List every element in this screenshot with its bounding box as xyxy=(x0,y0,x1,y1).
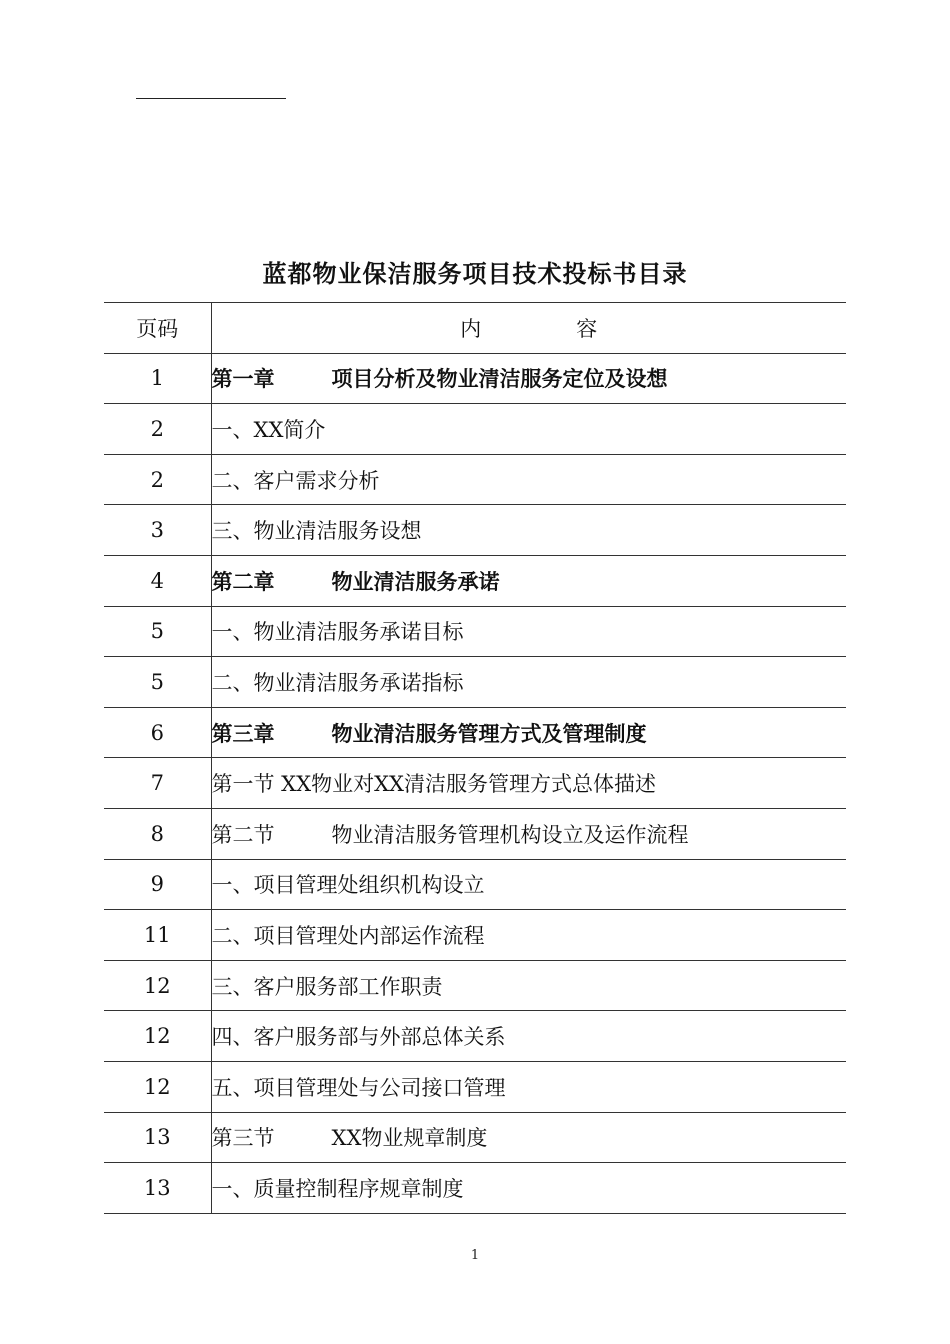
toc-entry-section[interactable] xyxy=(211,1112,846,1163)
section-title: 物业清洁服务管理机构设立及运作流程 xyxy=(331,822,689,847)
toc-entry-item[interactable]: 一、质量控制程序规章制度 xyxy=(211,1163,846,1214)
section-number: 第三节 xyxy=(211,1126,275,1151)
toc-row[interactable] xyxy=(104,960,846,1011)
toc-row-section[interactable] xyxy=(104,1112,846,1163)
toc-row-chapter-3[interactable] xyxy=(104,707,846,758)
toc-row[interactable] xyxy=(104,1061,846,1112)
toc-row[interactable] xyxy=(104,505,846,556)
toc-row[interactable] xyxy=(104,606,846,657)
toc-row[interactable] xyxy=(104,454,846,505)
toc-page-number: 9 xyxy=(104,859,211,910)
table-header-row xyxy=(104,303,846,354)
toc-entry-section[interactable]: 第一节 XX物业对XX清洁服务管理方式总体描述 xyxy=(211,758,846,809)
toc-page-number: 6 xyxy=(104,707,211,758)
toc-row-section[interactable] xyxy=(104,758,846,809)
toc-entry-item[interactable]: 五、项目管理处与公司接口管理 xyxy=(211,1061,846,1112)
header-page-number: 页码 xyxy=(104,303,211,354)
toc-page-number: 1 xyxy=(104,353,211,404)
toc-entry-chapter[interactable] xyxy=(211,555,846,606)
toc-row-chapter-1[interactable] xyxy=(104,353,846,404)
toc-entry-item[interactable]: 二、物业清洁服务承诺指标 xyxy=(211,657,846,708)
toc-entry-item[interactable]: 四、客户服务部与外部总体关系 xyxy=(211,1011,846,1062)
toc-page-number: 3 xyxy=(104,505,211,556)
toc-entry-item[interactable]: 三、物业清洁服务设想 xyxy=(211,505,846,556)
page-footer-number: 1 xyxy=(470,1248,480,1263)
toc-entry-section[interactable] xyxy=(211,808,846,859)
header-content-right: 容 xyxy=(576,316,598,341)
toc-page-number: 2 xyxy=(104,404,211,455)
toc-row[interactable] xyxy=(104,859,846,910)
chapter-title: 物业清洁服务管理方式及管理制度 xyxy=(331,721,647,746)
section-number: 第二节 xyxy=(211,822,275,847)
toc-page-number: 5 xyxy=(104,657,211,708)
toc-page-number: 11 xyxy=(104,910,211,961)
toc-entry-item[interactable]: 二、客户需求分析 xyxy=(211,454,846,505)
chapter-title: 物业清洁服务承诺 xyxy=(331,569,500,594)
toc-page-number: 12 xyxy=(104,960,211,1011)
toc-row[interactable] xyxy=(104,404,846,455)
header-content-left: 内 xyxy=(460,316,482,341)
toc-row[interactable] xyxy=(104,1011,846,1062)
toc-row[interactable] xyxy=(104,657,846,708)
header-content xyxy=(211,303,846,354)
toc-page-number: 8 xyxy=(104,808,211,859)
toc-entry-item[interactable]: 一、物业清洁服务承诺目标 xyxy=(211,606,846,657)
toc-row[interactable] xyxy=(104,1163,846,1214)
toc-entry-chapter[interactable] xyxy=(211,707,846,758)
toc-entry-item[interactable]: 二、项目管理处内部运作流程 xyxy=(211,910,846,961)
toc-page-number: 12 xyxy=(104,1011,211,1062)
page-title: 蓝都物业保洁服务项目技术投标书目录 xyxy=(262,260,688,288)
toc-entry-item[interactable]: 一、项目管理处组织机构设立 xyxy=(211,859,846,910)
chapter-title: 项目分析及物业清洁服务定位及设想 xyxy=(331,367,668,392)
toc-page-number: 13 xyxy=(104,1112,211,1163)
section-title: XX物业规章制度 xyxy=(331,1126,488,1151)
chapter-number: 第一章 xyxy=(211,367,275,392)
toc-page-number: 13 xyxy=(104,1163,211,1214)
toc-page-number: 5 xyxy=(104,606,211,657)
chapter-number: 第三章 xyxy=(211,721,275,746)
toc-page-number: 7 xyxy=(104,758,211,809)
toc-entry-chapter[interactable] xyxy=(211,353,846,404)
toc-page-number: 4 xyxy=(104,555,211,606)
toc-table xyxy=(104,302,846,1214)
toc-row[interactable] xyxy=(104,910,846,961)
toc-entry-item[interactable]: 一、XX简介 xyxy=(211,404,846,455)
toc-entry-item[interactable]: 三、客户服务部工作职责 xyxy=(211,960,846,1011)
header-rule xyxy=(136,98,286,99)
toc-row-section[interactable] xyxy=(104,808,846,859)
toc-row-chapter-2[interactable] xyxy=(104,555,846,606)
toc-page-number: 12 xyxy=(104,1061,211,1112)
toc-page-number: 2 xyxy=(104,454,211,505)
chapter-number: 第二章 xyxy=(211,569,275,594)
